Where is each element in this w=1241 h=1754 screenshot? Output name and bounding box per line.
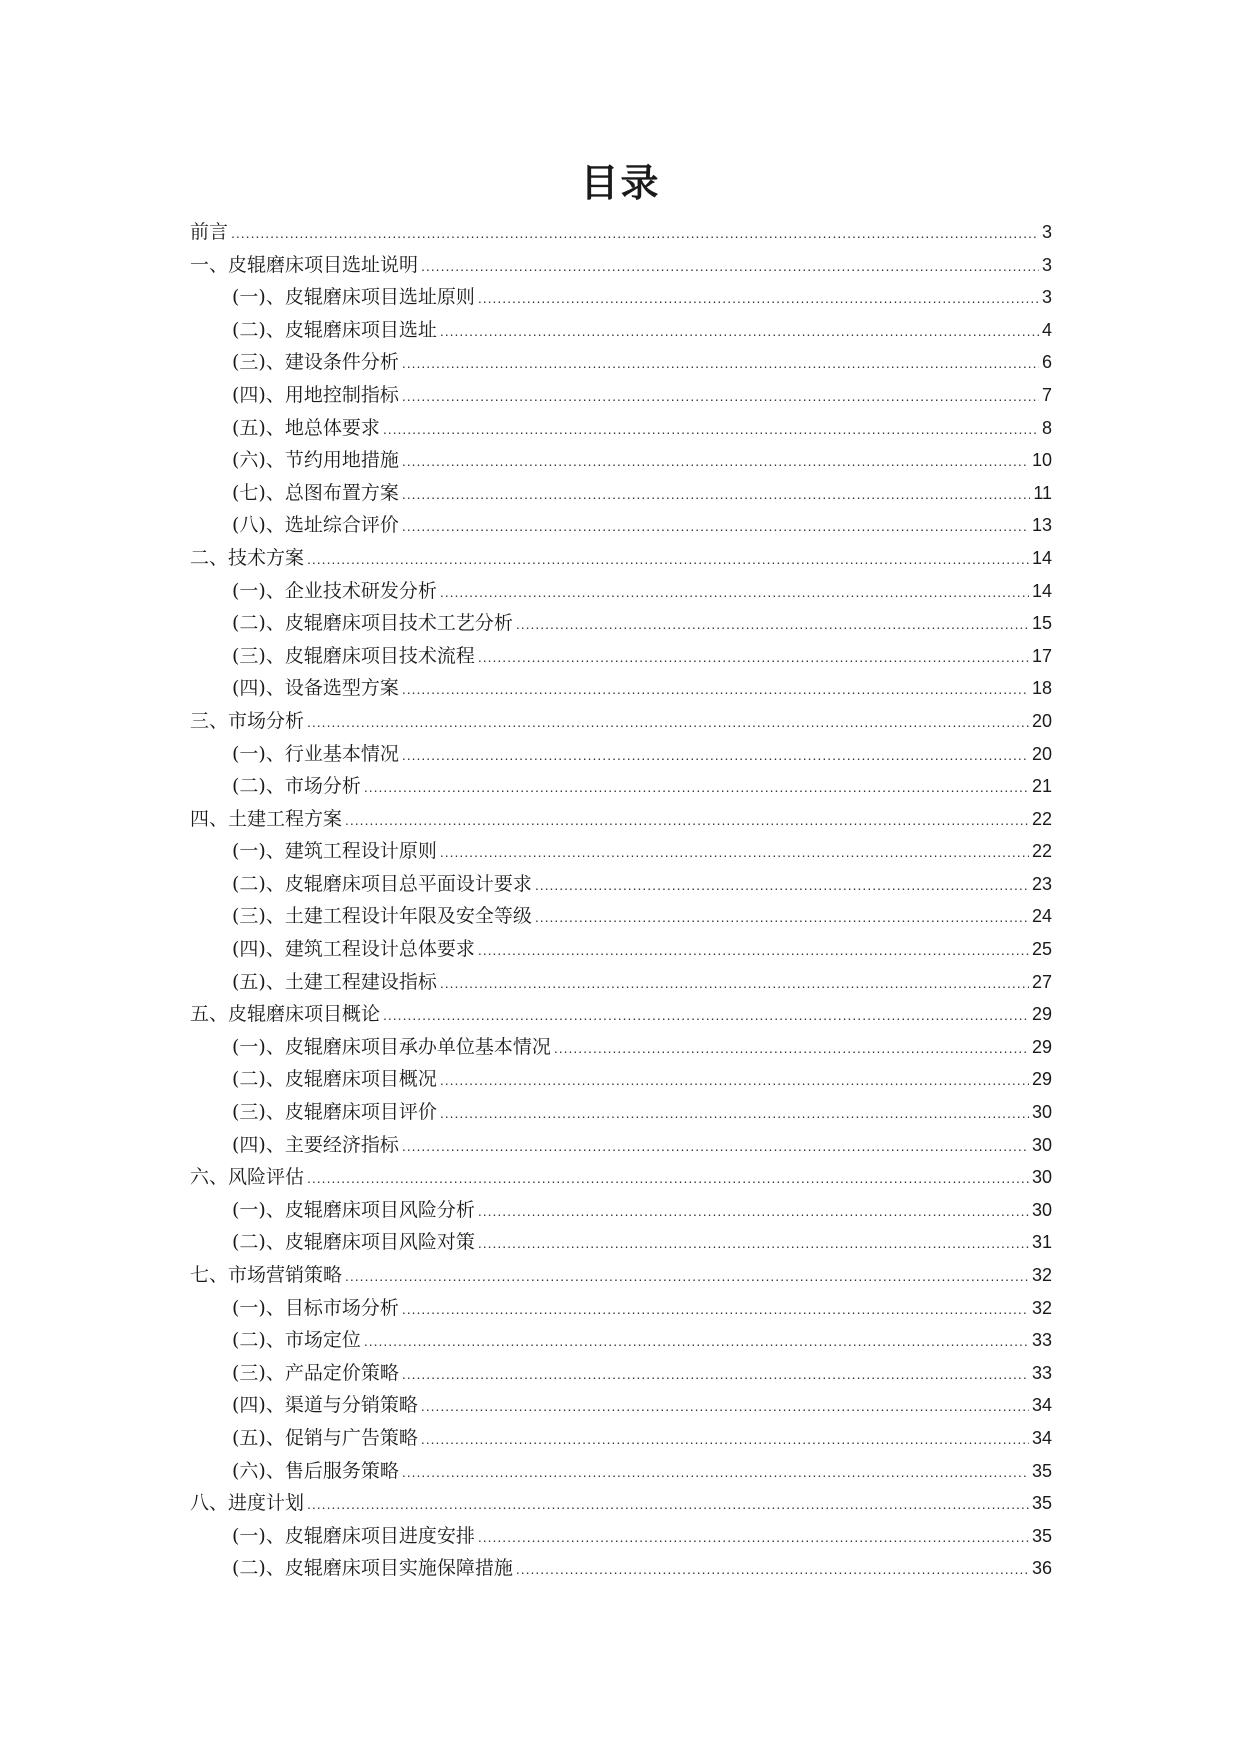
toc-entry-title: (一)、皮辊磨床项目选址原则: [232, 286, 475, 309]
toc-leader-dots: [440, 1105, 1029, 1121]
toc-entry-title: (三)、土建工程设计年限及安全等级: [232, 905, 532, 928]
toc-entry-title: (二)、皮辊磨床项目技术工艺分析: [232, 612, 513, 635]
toc-entry-title: (七)、总图布置方案: [232, 481, 399, 504]
toc-entry[interactable]: [190, 869, 1052, 902]
toc-entry-page-number: 21: [1031, 776, 1052, 797]
toc-entry-title: (二)、皮辊磨床项目概况: [232, 1068, 437, 1091]
toc-entry-page-number: 32: [1031, 1297, 1052, 1318]
toc-entry[interactable]: [190, 1488, 1052, 1521]
toc-leader-dots: [307, 714, 1029, 730]
toc-leader-dots: [307, 1496, 1029, 1512]
toc-entry[interactable]: [190, 1390, 1052, 1423]
toc-entry-page-number: 27: [1031, 971, 1052, 992]
toc-entry-page-number: 3: [1041, 222, 1052, 242]
toc-leader-dots: [383, 421, 1039, 437]
toc-leader-dots: [402, 681, 1029, 697]
toc-entry[interactable]: [190, 1423, 1052, 1456]
toc-entry-page-number: 14: [1031, 580, 1052, 601]
toc-entry-title: (一)、建筑工程设计原则: [232, 840, 437, 863]
toc-entry-page-number: 7: [1041, 384, 1052, 405]
toc-entry-title: 七、市场营销策略: [190, 1264, 343, 1286]
toc-leader-dots: [440, 1072, 1029, 1088]
toc-entry-title: (一)、皮辊磨床项目进度安排: [232, 1524, 475, 1547]
toc-leader-dots: [440, 975, 1029, 991]
toc-entry-page-number: 32: [1031, 1265, 1052, 1285]
toc-leader-dots: [478, 649, 1029, 665]
toc-entry[interactable]: [190, 576, 1052, 609]
toc-entry[interactable]: [190, 934, 1052, 967]
toc-entry-page-number: 20: [1031, 710, 1052, 731]
toc-leader-dots: [478, 1235, 1029, 1251]
toc-entry-title: (二)、皮辊磨床项目总平面设计要求: [232, 872, 532, 895]
toc-entry-title: (一)、目标市场分析: [232, 1296, 399, 1319]
toc-leader-dots: [345, 812, 1029, 828]
toc-entry-page-number: 30: [1031, 1199, 1052, 1220]
toc-entry-page-number: 8: [1041, 417, 1052, 438]
toc-entry-title: (三)、建设条件分析: [232, 351, 399, 374]
toc-entry-page-number: 29: [1031, 1004, 1052, 1025]
toc-entry[interactable]: [190, 967, 1052, 1000]
toc-leader-dots: [345, 1268, 1029, 1284]
toc-entry[interactable]: [190, 804, 1052, 837]
toc-leader-dots: [440, 323, 1039, 339]
toc-leader-dots: [478, 1529, 1029, 1545]
toc-leader-dots: [402, 388, 1039, 404]
toc-entry-page-number: 30: [1031, 1102, 1052, 1123]
toc-entry-page-number: 35: [1031, 1460, 1052, 1481]
toc-entry-page-number: 30: [1031, 1134, 1052, 1155]
toc-leader-dots: [516, 1561, 1029, 1577]
toc-entry[interactable]: [190, 1456, 1052, 1489]
toc-entry-title: 四、土建工程方案: [190, 807, 343, 830]
toc-entry-page-number: 18: [1031, 678, 1052, 699]
toc-entry[interactable]: [190, 250, 1052, 283]
toc-entry[interactable]: [190, 1130, 1052, 1163]
toc-entry-title: (一)、企业技术研发分析: [232, 579, 437, 602]
toc-title: 目录: [580, 161, 661, 205]
toc-entry-page-number: 17: [1031, 645, 1052, 666]
toc-leader-dots: [402, 355, 1039, 371]
toc-entry-page-number: 20: [1031, 743, 1052, 764]
toc-entry-title: (二)、皮辊磨床项目实施保障措施: [232, 1557, 513, 1580]
toc-leader-dots: [383, 1007, 1029, 1023]
toc-entry-title: (三)、产品定价策略: [232, 1361, 399, 1384]
toc-leader-dots: [364, 1333, 1029, 1349]
toc-leader-dots: [402, 1301, 1029, 1317]
toc-entry-title: (二)、皮辊磨床项目风险对策: [232, 1231, 475, 1254]
toc-entry-page-number: 34: [1031, 1427, 1052, 1448]
toc-entry[interactable]: [190, 1521, 1052, 1554]
toc-leader-dots: [364, 779, 1029, 795]
toc-leader-dots: [402, 1138, 1029, 1154]
toc-entry-title: 八、进度计划: [190, 1492, 305, 1515]
toc-entry-page-number: 29: [1031, 1069, 1052, 1090]
toc-entry-title: (三)、皮辊磨床项目技术流程: [232, 644, 475, 667]
toc-entry-title: 六、风险评估: [190, 1166, 305, 1189]
toc-leader-dots: [402, 453, 1029, 469]
toc-entry-title: 二、技术方案: [190, 546, 305, 569]
toc-entry[interactable]: [190, 771, 1052, 804]
toc-entry-title: (四)、用地控制指标: [232, 383, 399, 406]
toc-leader-dots: [440, 844, 1029, 860]
toc-entry[interactable]: [190, 1553, 1052, 1586]
toc-entry[interactable]: [190, 315, 1052, 348]
toc-entry-page-number: 25: [1031, 939, 1052, 960]
toc-leader-dots: [516, 616, 1029, 632]
toc-entry-page-number: 14: [1031, 547, 1052, 568]
toc-leader-dots: [421, 258, 1039, 274]
toc-entry-page-number: 22: [1031, 841, 1052, 862]
toc-leader-dots: [307, 551, 1029, 567]
toc-entry-page-number: 33: [1031, 1330, 1052, 1351]
toc-entry-title: (六)、节约用地措施: [232, 449, 399, 472]
toc-entry-title: (一)、行业基本情况: [232, 742, 399, 765]
toc-entry[interactable]: [190, 543, 1052, 576]
toc-leader-dots: [231, 225, 1039, 241]
toc-leader-dots: [421, 1398, 1029, 1414]
toc-entry-page-number: 3: [1041, 287, 1052, 308]
toc-entry[interactable]: [190, 510, 1052, 543]
toc-leader-dots: [307, 1170, 1029, 1186]
toc-entry-page-number: 11: [1033, 482, 1052, 503]
toc-leader-dots: [402, 747, 1029, 763]
toc-entry-title: (六)、售后服务策略: [232, 1459, 399, 1482]
toc-entry[interactable]: [190, 445, 1052, 478]
toc-entry-title: (四)、建筑工程设计总体要求: [232, 938, 475, 961]
toc-entry-page-number: 13: [1031, 515, 1052, 536]
toc-leader-dots: [421, 1431, 1029, 1447]
toc-entry[interactable]: [190, 706, 1052, 739]
toc-entry-title: (五)、地总体要求: [232, 416, 380, 439]
toc-entry[interactable]: [190, 739, 1052, 772]
toc-entry-title: (一)、皮辊磨床项目风险分析: [232, 1198, 475, 1221]
toc-entry[interactable]: [190, 1195, 1052, 1228]
toc-entry-title: (二)、市场定位: [232, 1329, 361, 1352]
toc-entry-page-number: 3: [1041, 254, 1052, 275]
toc-entry-page-number: 10: [1031, 450, 1052, 471]
toc-entry-page-number: 31: [1031, 1232, 1052, 1253]
toc-entry-page-number: 15: [1031, 613, 1052, 634]
toc-entry-title: (五)、促销与广告策略: [232, 1426, 418, 1449]
toc-leader-dots: [535, 909, 1029, 925]
toc-entry[interactable]: [190, 608, 1052, 641]
toc-entry-title: 前言: [190, 221, 229, 243]
toc-list: [190, 217, 1052, 1586]
toc-entry[interactable]: [190, 641, 1052, 674]
toc-leader-dots: [554, 1040, 1029, 1056]
toc-entry[interactable]: [190, 1358, 1052, 1391]
toc-entry[interactable]: [190, 282, 1052, 315]
toc-entry-page-number: 35: [1031, 1525, 1052, 1546]
toc-entry[interactable]: [190, 1032, 1052, 1065]
toc-entry[interactable]: [190, 836, 1052, 869]
toc-entry[interactable]: [190, 1260, 1052, 1293]
toc-entry-page-number: 33: [1031, 1362, 1052, 1383]
toc-entry[interactable]: [190, 999, 1052, 1032]
toc-leader-dots: [402, 518, 1029, 534]
toc-entry[interactable]: [190, 1162, 1052, 1195]
toc-entry[interactable]: [190, 347, 1052, 380]
toc-entry[interactable]: [190, 673, 1052, 706]
toc-entry[interactable]: [190, 1064, 1052, 1097]
toc-entry-page-number: 34: [1031, 1395, 1052, 1416]
toc-leader-dots: [402, 486, 1030, 502]
toc-entry-title: 一、皮辊磨床项目选址说明: [190, 253, 419, 276]
toc-leader-dots: [440, 584, 1029, 600]
toc-entry-page-number: 36: [1031, 1558, 1052, 1579]
toc-entry-title: 五、皮辊磨床项目概论: [190, 1003, 381, 1026]
toc-entry[interactable]: [190, 413, 1052, 446]
toc-entry[interactable]: [190, 1227, 1052, 1260]
toc-entry-page-number: 24: [1031, 906, 1052, 927]
toc-entry-page-number: 4: [1041, 319, 1052, 340]
toc-entry-title: (二)、皮辊磨床项目选址: [232, 318, 437, 341]
toc-entry-page-number: 30: [1031, 1167, 1052, 1188]
toc-entry-title: (一)、皮辊磨床项目承办单位基本情况: [232, 1035, 551, 1058]
toc-entry[interactable]: [190, 1097, 1052, 1130]
toc-entry-page-number: 22: [1031, 808, 1052, 829]
toc-entry-title: (八)、选址综合评价: [232, 514, 399, 537]
toc-entry-page-number: 6: [1041, 352, 1052, 373]
toc-entry-title: (五)、土建工程建设指标: [232, 970, 437, 993]
toc-leader-dots: [535, 877, 1029, 893]
toc-entry[interactable]: [190, 217, 1052, 250]
toc-leader-dots: [478, 1203, 1029, 1219]
toc-entry-page-number: 35: [1031, 1493, 1052, 1514]
toc-entry-title: (三)、皮辊磨床项目评价: [232, 1101, 437, 1124]
toc-entry-title: (四)、主要经济指标: [232, 1133, 399, 1156]
toc-entry-title: (四)、渠道与分销策略: [232, 1394, 418, 1417]
toc-leader-dots: [402, 1464, 1029, 1480]
toc-entry-title: (二)、市场分析: [232, 775, 361, 798]
toc-entry[interactable]: [190, 1293, 1052, 1326]
toc-leader-dots: [478, 290, 1039, 306]
toc-entry[interactable]: [190, 478, 1052, 511]
toc-entry[interactable]: [190, 901, 1052, 934]
toc-entry[interactable]: [190, 380, 1052, 413]
toc-entry-title: (四)、设备选型方案: [232, 677, 399, 700]
toc-entry-page-number: 29: [1031, 1036, 1052, 1057]
toc-entry[interactable]: [190, 1325, 1052, 1358]
toc-entry-page-number: 23: [1031, 873, 1052, 894]
toc-entry-title: 三、市场分析: [190, 709, 305, 732]
toc-leader-dots: [478, 942, 1029, 958]
toc-leader-dots: [402, 1366, 1029, 1382]
